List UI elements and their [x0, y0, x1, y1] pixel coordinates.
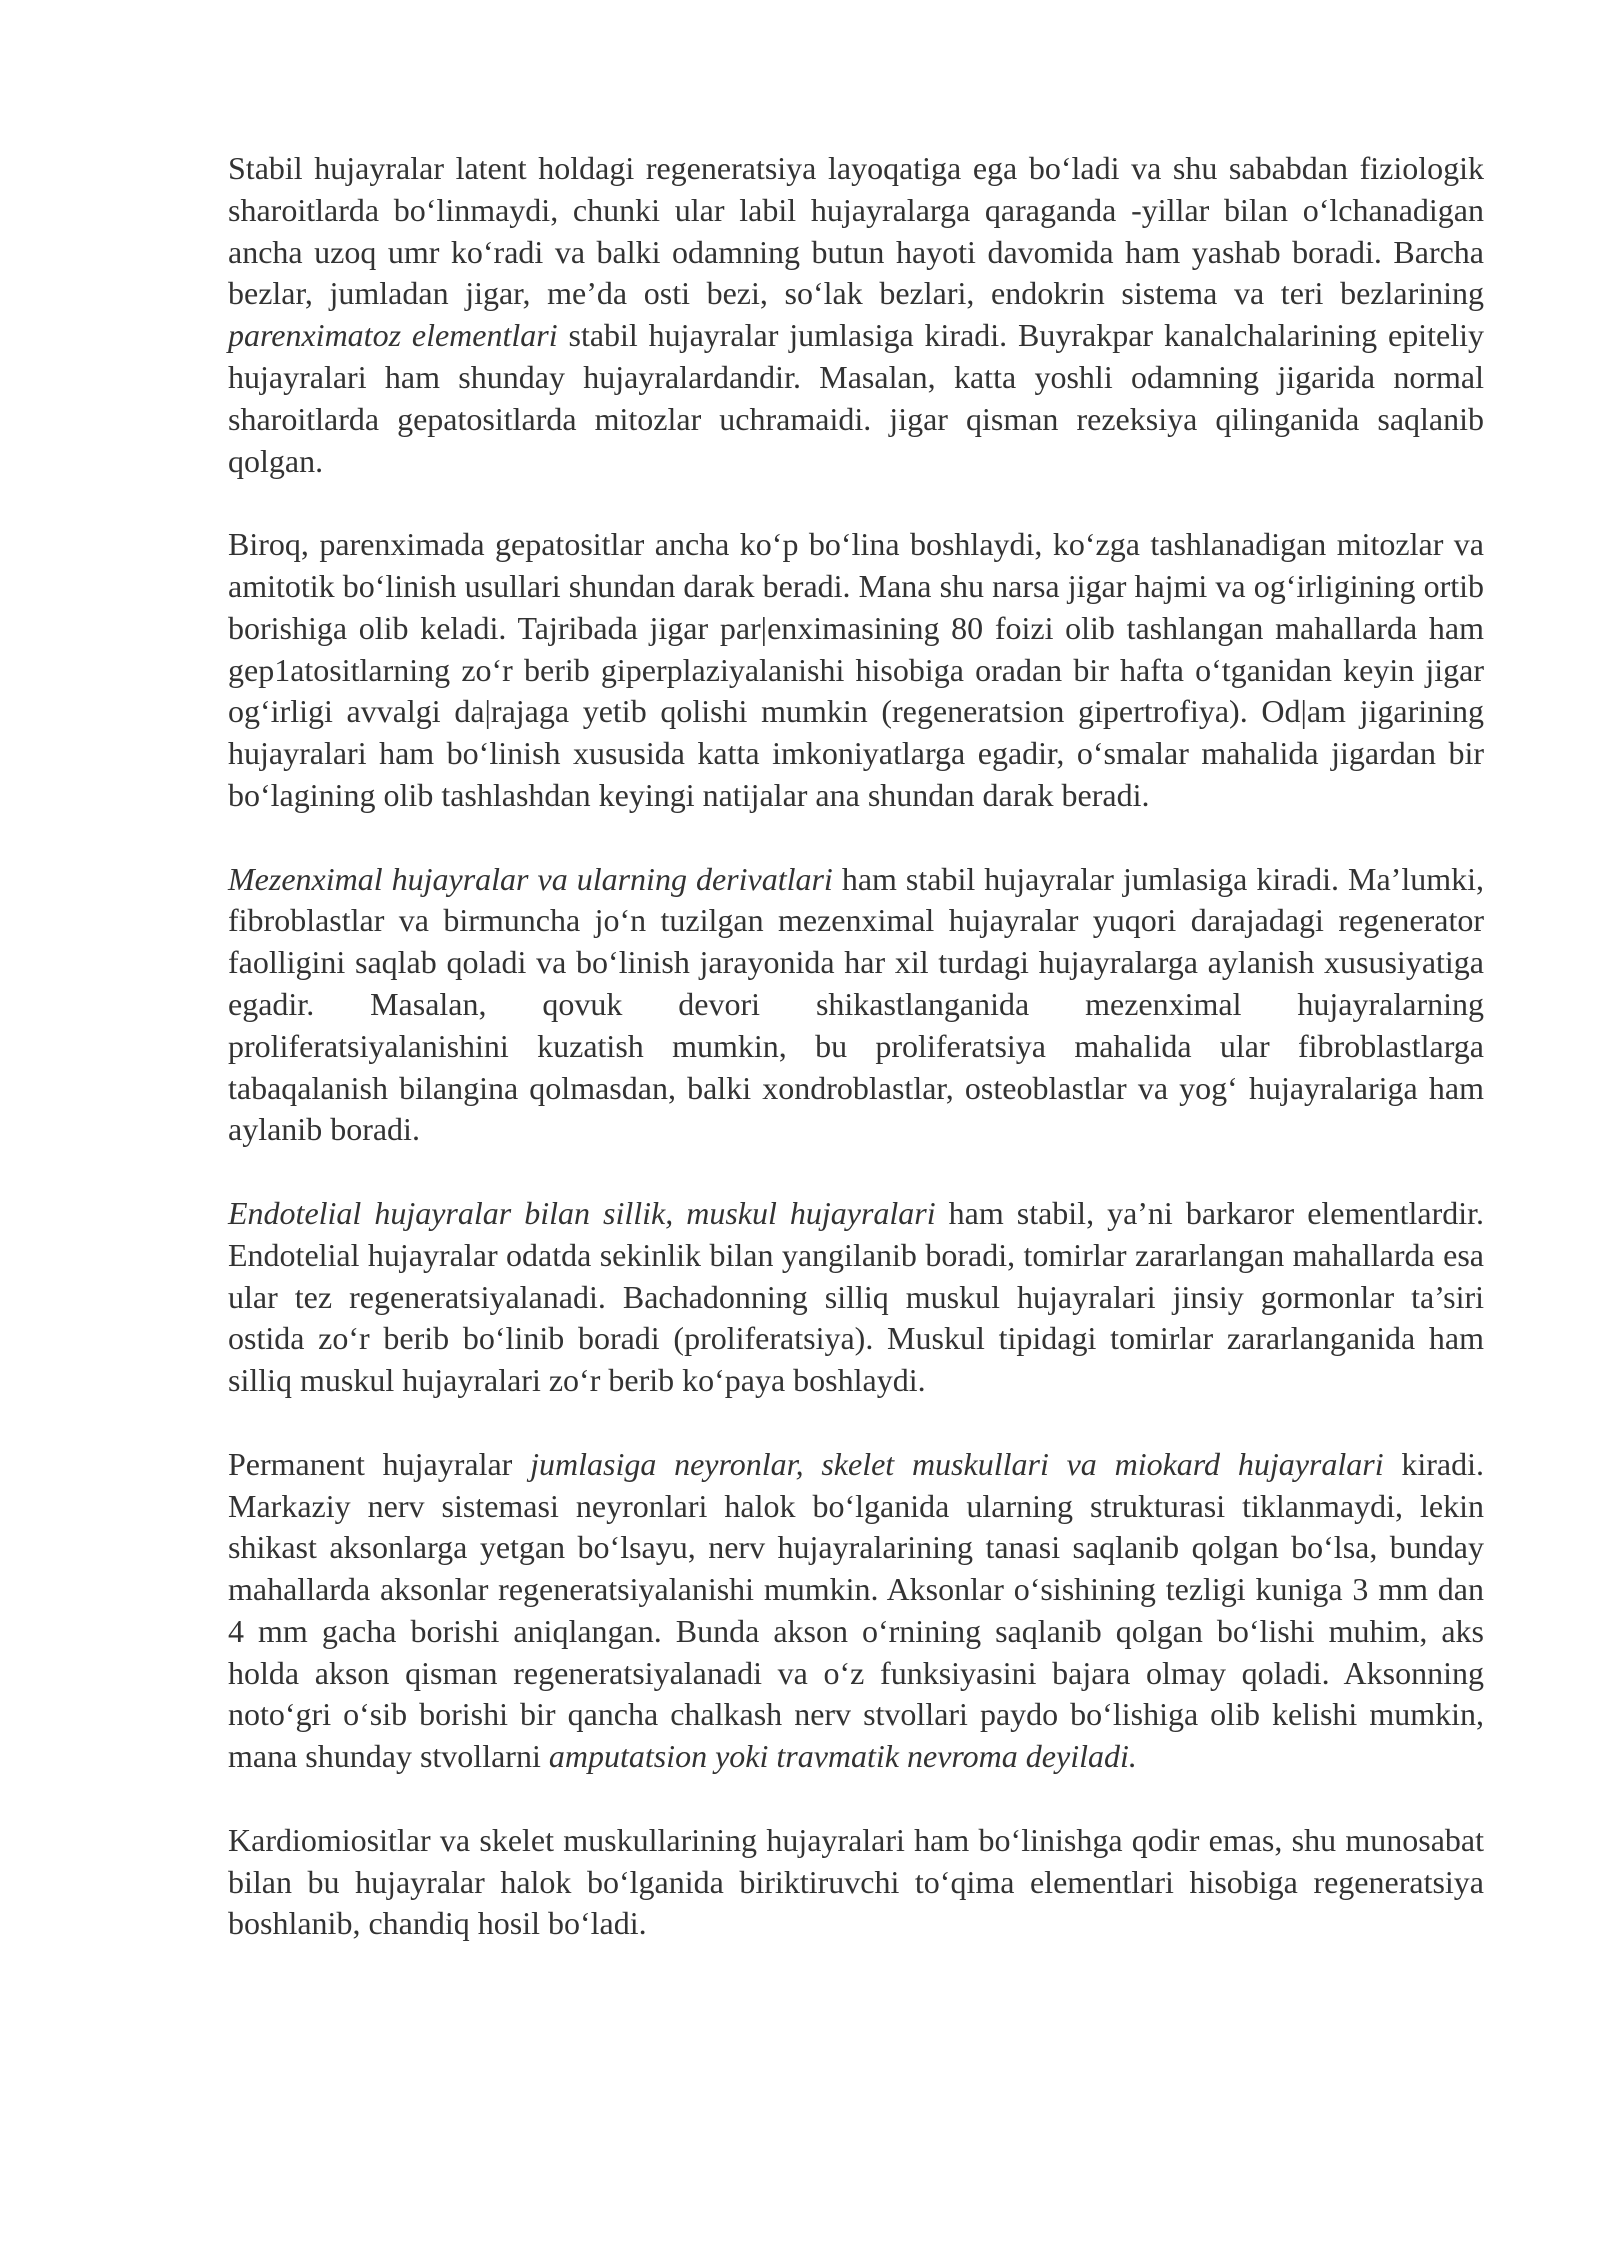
paragraph-text: Kardiomiositlar va skelet muskullarining hujayralari ham boʻlinishga qodir emas, shu munosabat bilan bu hujayralar halok boʻlganida biriktiruvchi toʻqima elementlari hisobiga regeneratsiya boshlanib, chandiq hosil boʻladi.	[228, 1821, 1484, 1942]
paragraph-text: kiradi. Markaziy nerv sistemasi neyronlari halok boʻlganida ularning strukturasi tiklanmaydi, lekin shikast aksonlarga yetgan boʻlsayu, nerv hujayralarining tanasi saqlanib qolgan boʻlsa, bunday mahallarda aksonlar regeneratsiyalanishi mumkin. Aksonlar oʻsishining tezligi kuniga 3 mm dan 4 mm gacha borishi aniqlangan. Bunda akson oʻrnining saqlanib qolgan boʻlishi muhim, aks holda akson qisman regeneratsiyalanadi va oʻz funksiyasini bajara olmay qoladi. Aksonning notoʻgri oʻsib borishi bir qancha chalkash nerv stvollari paydo boʻlishiga olib kelishi mumkin, mana shunday stvollarni	[228, 1445, 1485, 1775]
paragraph-mezenximal-hujayralar	[228, 859, 1484, 1152]
paragraph-emphasis: jumlasiga neyronlar, skelet muskullari va miokard hujayralari	[530, 1445, 1384, 1482]
paragraph-text: Biroq, parenximada gepatositlar ancha koʻp boʻlina boshlaydi, koʻzga tashlanadigan mitozlar va amitotik boʻlinish usullari shundan darak beradi. Mana shu narsa jigar hajmi va ogʻirligining ortib borishiga olib keladi. Tajribada jigar par|enximasining 80 foizi olib tashlangan mahallarda ham gep1atositlarning zoʻr berib giperplaziyalanishi hisobiga oradan bir hafta oʻtganidan keyin jigar ogʻirligi avvalgi da|rajaga yetib qolishi mumkin (regeneratsion gipertrofiya). Od|am jigarining hujayralari ham boʻlinish xususida katta imkoniyatlarga egadir, oʻsmalar mahalida jigardan bir boʻlagining olib tashlashdan keyingi natijalar ana shundan darak beradi.	[228, 526, 1484, 813]
paragraph-stabil-hujayralar	[228, 148, 1484, 482]
paragraph-endotelial-hujayralar	[228, 1193, 1484, 1402]
document-page	[228, 148, 1484, 1987]
paragraph-text: Permanent hujayralar	[228, 1445, 531, 1482]
paragraph-emphasis: amputatsion yoki travmatik nevroma deyiladi.	[548, 1738, 1137, 1775]
paragraph-emphasis: parenximatoz elementlari	[228, 317, 558, 354]
paragraph-emphasis: Mezenximal hujayralar va ularning derivatlari	[228, 860, 833, 897]
paragraph-kardiomiositlar	[228, 1820, 1484, 1945]
paragraph-biroq-parenximada	[228, 524, 1484, 817]
paragraph-text: stabil hujayralar jumlasiga kiradi. Buyrakpar kanalchalarining epiteliy hujayralari ham shunday hujayralardandir. Masalan, katta yoshli odamning jigarida normal sharoitlarda gepatositlarda mitozlar uchramaidi. jigar qisman rezeksiya qilinganida saqlanib qolgan.	[228, 317, 1485, 479]
paragraph-emphasis: Endotelial hujayralar bilan sillik, muskul hujayralari	[228, 1194, 936, 1231]
paragraph-text: Stabil hujayralar latent holdagi regeneratsiya layoqatiga ega boʻladi va shu sababdan fiziologik sharoitlarda boʻlinmaydi, chunki ular labil hujayralarga qaraganda -yillar bilan oʻlchanadigan ancha uzoq umr koʻradi va balki odamning butun hayoti davomida ham yashab boradi. Barcha bezlar, jumladan jigar, me’da osti bezi, soʻlak bezlari, endokrin sistema va teri bezlarining	[228, 150, 1484, 312]
paragraph-permanent-hujayralar	[228, 1444, 1484, 1778]
paragraph-text: ham stabil hujayralar jumlasiga kiradi. Ma’lumki, fibroblastlar va birmuncha joʻn tuzilgan mezenximal hujayralar yuqori darajadagi regenerator faolligini saqlab qoladi va boʻlinish jarayonida har xil turdagi hujayralarga aylanish xususiyatiga egadir. Masalan, qovuk devori shikastlanganida mezenximal hujayralarning proliferatsiyalanishini kuzatish mumkin, bu proliferatsiya mahalida ular fibroblastlarga tabaqalanish bilangina qolmasdan, balki xondroblastlar, osteoblastlar va yogʻ hujayralariga ham aylanib boradi.	[228, 860, 1485, 1148]
paragraph-text: ham stabil, ya’ni barkaror elementlardir. Endotelial hujayralar odatda sekinlik bilan yangilanib boradi, tomirlar zararlangan mahallarda esa ular tez regeneratsiyalanadi. Bachadonning silliq muskul hujayralari jinsiy gormonlar ta’siri ostida zoʻr berib boʻlinib boradi (proliferatsiya). Muskul tipidagi tomirlar zararlanganida ham silliq muskul hujayralari zoʻr berib koʻpaya boshlaydi.	[228, 1194, 1484, 1399]
